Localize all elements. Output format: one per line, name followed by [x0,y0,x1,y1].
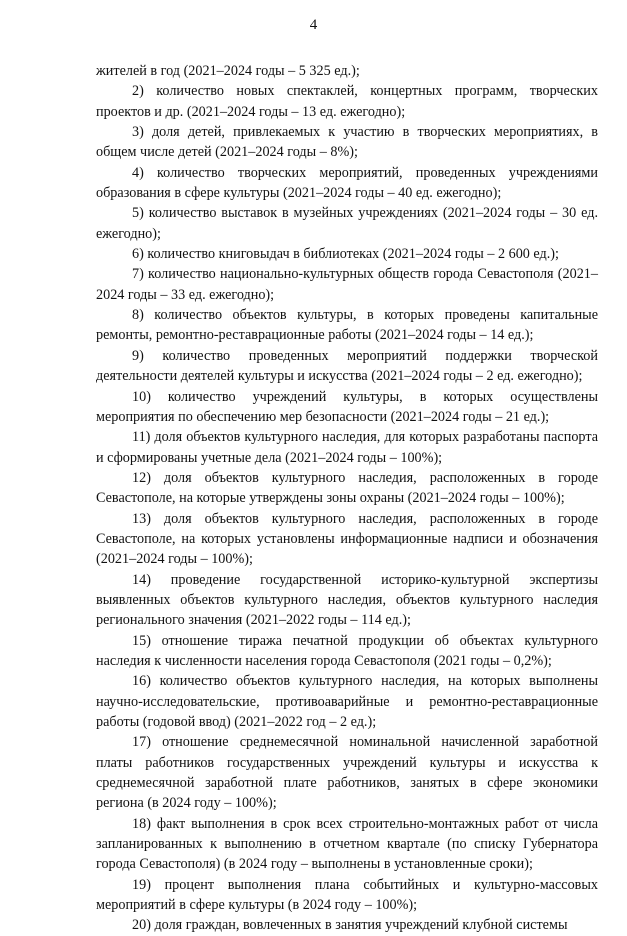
list-item: 7) количество национально-культурных обществ города Севастополя (2021–2024 годы – 33 ед. ежегодно); [96,266,598,303]
list-item: 10) количество учреждений культуры, в которых осуществлены мероприятия по обеспечению мер безопасности (2021–2024 годы – 21 ед.); [96,388,598,425]
list-item: 11) доля объектов культурного наследия, для которых разработаны паспорта и сформированы учетные дела (2021–2024 годы – 100%); [96,429,598,466]
list-item: 14) проведение государственной историко-культурной экспертизы выявленных объектов культурного наследия, объектов культурного наследия регионального значения (2021–2022 годы – 114 ед.); [96,571,598,629]
list-item: 3) доля детей, привлекаемых к участию в творческих мероприятиях, в общем числе детей (2021–2024 годы – 8%); [96,124,598,161]
list-item: 19) процент выполнения плана событийных и культурно-массовых мероприятий в сфере культуры (в 2024 году – 100%); [96,876,598,914]
list-item: 17) отношение среднемесячной номинальной начисленной заработной платы работников государственных учреждений культуры и искусства к среднемесячной заработной плате работников, занятых в сфере экономики региона (в 2024 году – 100%); [96,734,598,812]
list-item: 6) количество книговыдач в библиотеках (2021–2024 годы – 2 600 ед.); [132,246,559,263]
paragraph-continuation: жителей в год (2021–2024 годы – 5 325 ед.); [96,63,360,79]
list-item: 12) доля объектов культурного наследия, расположенных в городе Севастополе, на которые утверждены зоны охраны (2021–2024 годы – 100%); [96,469,598,507]
list-item: 18) факт выполнения в срок всех строительно-монтажных работ от числа запланированных к выполнению в отчетном квартале (по списку Губернатора города Севастополя) (в 2024 году – выполнены в установленные сроки); [96,815,598,873]
list-item: 9) количество проведенных мероприятий поддержки творческой деятельности деятелей культуры и искусства (2021–2024 годы – 2 ед. ежегодно); [96,347,598,385]
list-item: 2) количество новых спектаклей, концертных программ, творческих проектов и др. (2021–2024 годы – 13 ед. ежегодно); [96,83,598,120]
list-item: 15) отношение тиража печатной продукции об объектах культурного наследия к численности населения города Севастополя (2021 годы – 0,2%); [96,632,598,669]
page-number: 4 [309,17,318,33]
list-item: 5) количество выставок в музейных учреждениях (2021–2024 годы – 30 ед. ежегодно); [96,205,598,242]
list-item: 8) количество объектов культуры, в которых проведены капитальные ремонты, ремонтно-реставрационные работы (2021–2024 годы – 14 ед.); [96,307,598,344]
list-item: 20) доля граждан, вовлеченных в занятия учреждений клубной системы [132,917,568,934]
list-item: 16) количество объектов культурного наследия, на которых выполнены научно-исследовательские, противоаварийные и ремонтно-реставрационные работы (годовой ввод) (2021–2022 год – 2 ед.); [96,673,598,730]
document-body [96,61,598,936]
list-item: 4) количество творческих мероприятий, проведенных учреждениями образования в сфере культуры (2021–2024 годы – 40 ед. ежегодно); [96,164,598,202]
list-item: 13) доля объектов культурного наследия, расположенных в городе Севастополе, на которых установлены информационные надписи и обозначения (2021–2024 годы – 100%); [96,510,598,568]
